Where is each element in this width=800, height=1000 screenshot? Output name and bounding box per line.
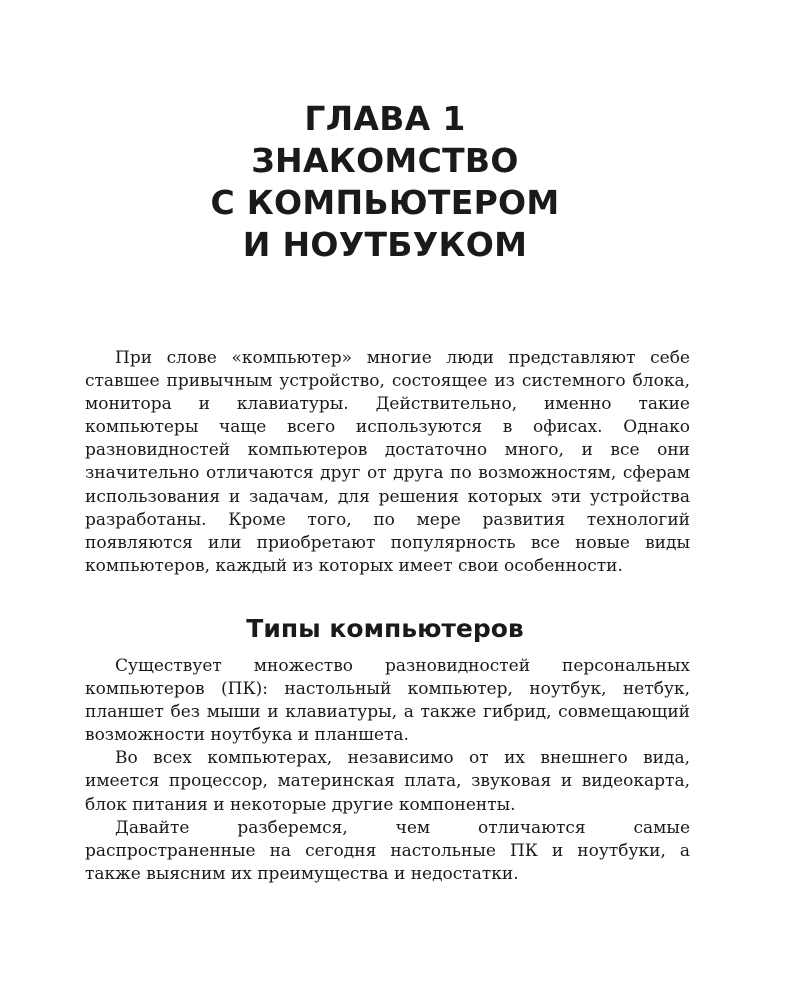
chapter-title-line: С КОМПЬЮТЕРОМ (210, 183, 560, 222)
section-paragraph: Давайте разберемся, чем отличаются самые распространенные на сегодня настольные ПК и ноутбуки, а также выясним их преимущества и недостатки. (85, 817, 690, 884)
section-paragraph: Во всех компьютерах, независимо от их внешнего вида, имеется процессор, материнская плата, звуковая и видеокарта, блок питания и некоторые другие компоненты. (85, 748, 690, 815)
section-heading: Типы компьютеров (246, 614, 524, 643)
chapter-title (0, 98, 770, 266)
section-body (85, 655, 690, 886)
section-paragraph: Существует множество разновидностей персональных компьютеров (ПК): настольный компьютер, ноутбук, нетбук, планшет без мыши и клавиатуры, а также гибрид, совмещающий возможности ноутбука и планшета. (85, 656, 690, 746)
chapter-title-line: ГЛАВА 1 (304, 99, 466, 138)
intro-text (85, 347, 690, 578)
chapter-title-line: ЗНАКОМСТВО (251, 141, 519, 180)
intro-paragraph: При слове «компьютер» многие люди представляют себе ставшее привычным устройство, состоящее из системного блока, монитора и клавиатуры. Действительно, именно такие компьютеры чаще всего используются в офисах. Однако разновидностей компьютеров достаточно много, и все они значительно отличаются друг от друга по возможностям, сферам использования и задачам, для решения которых эти устройства разработаны. Кроме того, по мере развития технологий появляются или приобретают популярность все новые виды компьютеров, каждый из которых имеет свои особенности. (85, 348, 690, 576)
chapter-title-line: И НОУТБУКОМ (242, 225, 528, 264)
